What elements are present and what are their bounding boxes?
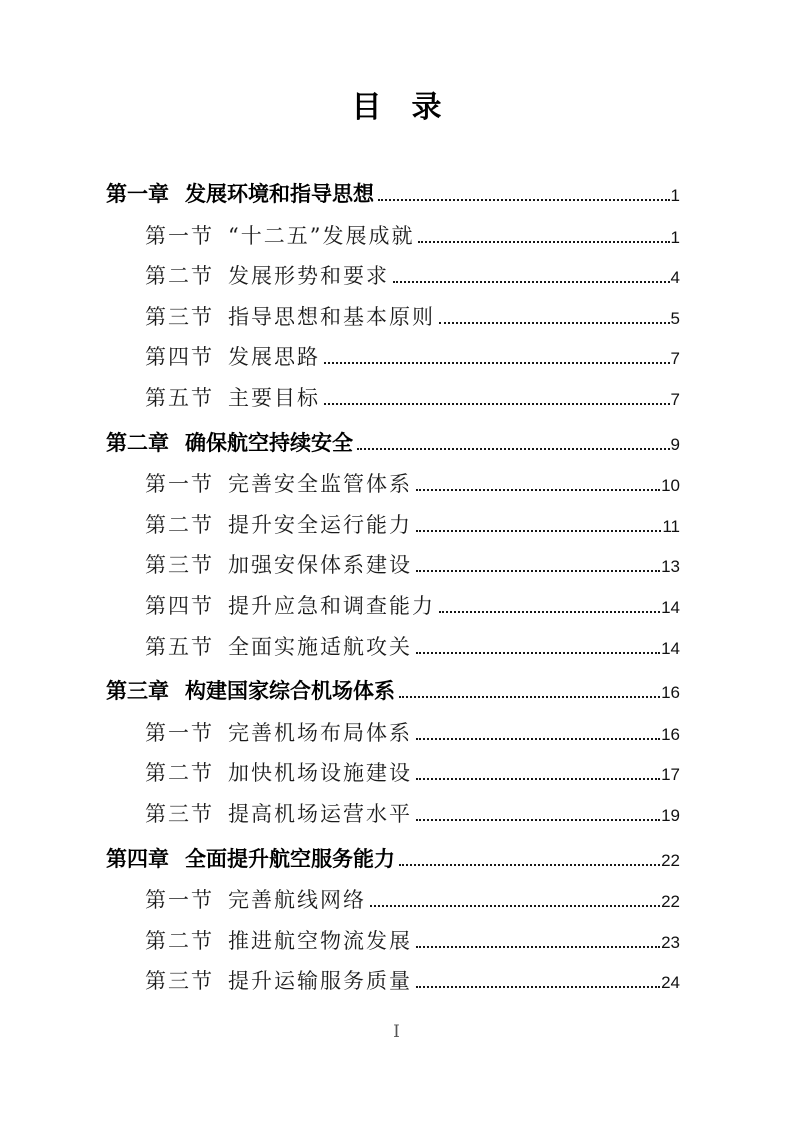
page-title: 目 录 bbox=[351, 91, 442, 124]
toc-entry-label: 第四节 bbox=[145, 345, 214, 370]
toc-entry[interactable] bbox=[106, 880, 680, 921]
toc-entry-label: 第三节 bbox=[145, 304, 214, 329]
toc-entry-title: 加强安保体系建设 bbox=[228, 553, 412, 578]
toc-entry-title: 提升运输服务质量 bbox=[228, 969, 412, 994]
toc-entry-page-number: 17 bbox=[661, 765, 680, 785]
toc-entry-title: 发展思路 bbox=[228, 345, 320, 370]
toc-entry-label: 第三章 bbox=[106, 680, 169, 704]
toc-entry[interactable] bbox=[106, 672, 680, 713]
dot-leader bbox=[324, 403, 670, 405]
dot-leader bbox=[357, 448, 670, 450]
toc-entry-title: 发展环境和指导思想 bbox=[185, 183, 374, 206]
dot-leader bbox=[416, 778, 660, 780]
toc-entry-label: 第一节 bbox=[145, 472, 214, 497]
toc-entry-title: 完善安全监管体系 bbox=[228, 472, 412, 497]
toc-entry-page-number: 7 bbox=[670, 389, 680, 409]
toc-entry-title: 确保航空持续安全 bbox=[185, 431, 353, 455]
toc-entry-label: 第二节 bbox=[145, 761, 214, 786]
toc-entry-label: 第一章 bbox=[106, 183, 169, 206]
toc-entry[interactable] bbox=[106, 256, 680, 297]
toc-entry-title: 完善航线网络 bbox=[228, 888, 366, 913]
toc-entry-title: 提升应急和调查能力 bbox=[228, 593, 435, 618]
toc-entry-title: 提高机场运营水平 bbox=[228, 801, 412, 826]
toc-entry[interactable] bbox=[106, 216, 680, 257]
toc-entry-page-number: 19 bbox=[661, 805, 680, 825]
toc-entry-page-number: 22 bbox=[661, 850, 680, 870]
toc-entry-title: 完善机场布局体系 bbox=[228, 720, 412, 745]
toc-entry-title: 发展形势和要求 bbox=[228, 264, 389, 289]
toc-entry-title: 提升安全运行能力 bbox=[228, 512, 412, 537]
toc-entry-title: 全面实施适航攻关 bbox=[228, 634, 412, 659]
dot-leader bbox=[439, 322, 670, 324]
toc-entry[interactable] bbox=[106, 297, 680, 338]
toc-entry-label: 第五节 bbox=[145, 634, 214, 659]
toc-entry-title: 主要目标 bbox=[228, 385, 320, 410]
toc-entry[interactable] bbox=[106, 586, 680, 627]
toc-entry-page-number: 23 bbox=[661, 932, 680, 952]
toc-list bbox=[106, 175, 680, 1002]
toc-entry[interactable] bbox=[106, 424, 680, 465]
toc-entry-page-number: 14 bbox=[661, 638, 680, 658]
toc-entry[interactable] bbox=[106, 337, 680, 378]
toc-entry-label: 第三节 bbox=[145, 553, 214, 578]
toc-entry-page-number: 1 bbox=[670, 227, 680, 247]
dot-leader bbox=[416, 738, 660, 740]
toc-entry-page-number: 11 bbox=[662, 516, 680, 536]
toc-entry[interactable] bbox=[106, 505, 680, 546]
toc-entry-label: 第二节 bbox=[145, 512, 214, 537]
toc-entry-page-number: 9 bbox=[670, 434, 680, 454]
toc-entry-page-number: 14 bbox=[661, 597, 680, 617]
toc-entry[interactable] bbox=[106, 840, 680, 881]
dot-leader bbox=[399, 864, 660, 866]
toc-entry-page-number: 1 bbox=[670, 186, 680, 205]
footer-page-number: I bbox=[393, 1022, 400, 1042]
toc-entry-label: 第五节 bbox=[145, 385, 214, 410]
toc-entry-label: 第四节 bbox=[145, 593, 214, 618]
toc-entry-page-number: 10 bbox=[661, 476, 680, 496]
dot-leader bbox=[416, 946, 660, 948]
toc-entry[interactable] bbox=[106, 175, 680, 216]
toc-entry-title: 指导思想和基本原则 bbox=[228, 304, 435, 329]
toc-entry-label: 第一节 bbox=[145, 720, 214, 745]
dot-leader bbox=[399, 696, 660, 698]
toc-entry-page-number: 24 bbox=[661, 973, 680, 993]
toc-entry[interactable] bbox=[106, 921, 680, 962]
toc-entry-label: 第三节 bbox=[145, 969, 214, 994]
dot-leader bbox=[416, 530, 661, 532]
toc-entry-page-number: 16 bbox=[661, 683, 680, 703]
toc-entry-label: 第一节 bbox=[145, 888, 214, 913]
toc-entry-page-number: 4 bbox=[670, 268, 680, 288]
dot-leader bbox=[324, 362, 670, 364]
toc-entry-title: 构建国家综合机场体系 bbox=[185, 680, 395, 704]
toc-entry-label: 第二章 bbox=[106, 431, 169, 455]
dot-leader bbox=[416, 489, 660, 491]
dot-leader bbox=[416, 570, 660, 572]
toc-entry-label: 第一节 bbox=[145, 223, 214, 248]
toc-entry-page-number: 22 bbox=[661, 892, 680, 912]
dot-leader bbox=[370, 905, 660, 907]
toc-entry[interactable] bbox=[106, 961, 680, 1002]
toc-entry-label: 第二节 bbox=[145, 928, 214, 953]
toc-entry[interactable] bbox=[106, 545, 680, 586]
dot-leader bbox=[393, 281, 670, 283]
toc-entry-page-number: 16 bbox=[661, 724, 680, 744]
toc-entry-title: “十二五”发展成就 bbox=[228, 223, 415, 248]
toc-entry-page-number: 5 bbox=[670, 308, 680, 328]
toc-entry-title: 推进航空物流发展 bbox=[228, 928, 412, 953]
dot-leader bbox=[416, 986, 660, 988]
toc-entry-title: 全面提升航空服务能力 bbox=[185, 847, 395, 871]
dot-leader bbox=[439, 611, 660, 613]
toc-entry-page-number: 13 bbox=[661, 557, 680, 577]
toc-entry-title: 加快机场设施建设 bbox=[228, 761, 412, 786]
toc-entry[interactable] bbox=[106, 378, 680, 419]
toc-entry[interactable] bbox=[106, 627, 680, 668]
toc-entry-label: 第四章 bbox=[106, 847, 169, 871]
toc-entry[interactable] bbox=[106, 464, 680, 505]
toc-entry-label: 第三节 bbox=[145, 801, 214, 826]
toc-entry-label: 第二节 bbox=[145, 264, 214, 289]
dot-leader bbox=[416, 652, 660, 654]
dot-leader bbox=[418, 241, 669, 243]
dot-leader bbox=[416, 819, 660, 821]
toc-entry-page-number: 7 bbox=[670, 349, 680, 369]
toc-entry[interactable] bbox=[106, 794, 680, 835]
toc-entry[interactable] bbox=[106, 753, 680, 794]
dot-leader bbox=[378, 199, 670, 201]
toc-entry[interactable] bbox=[106, 713, 680, 754]
